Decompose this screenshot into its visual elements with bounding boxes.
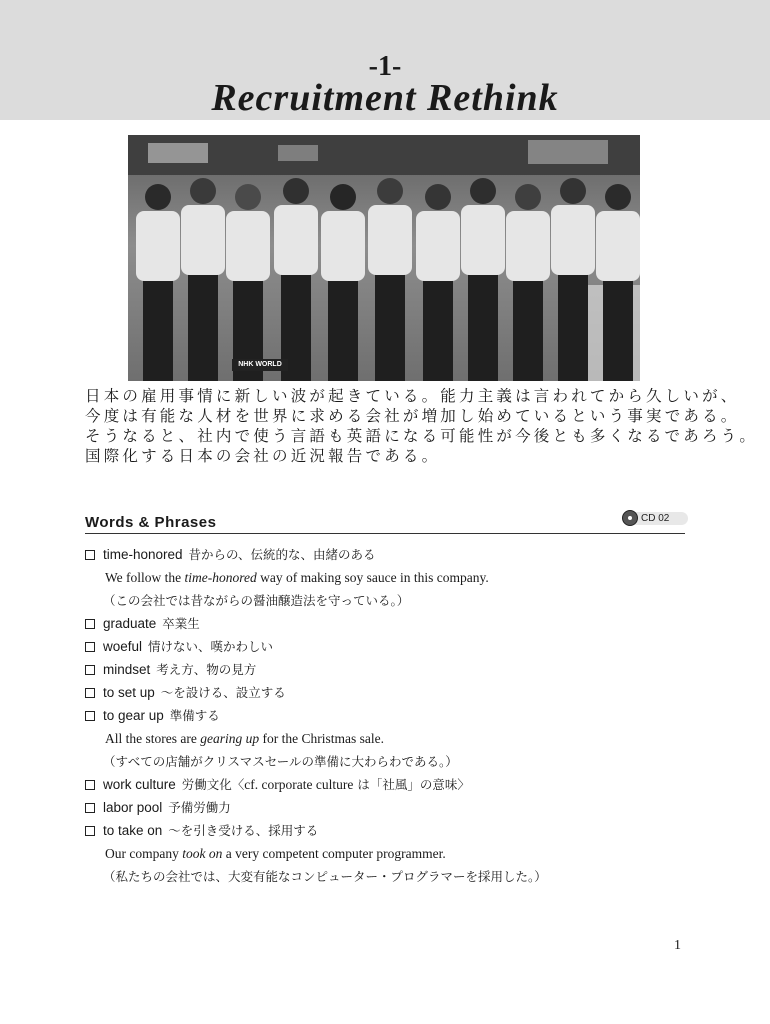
checkbox[interactable]: [85, 550, 95, 560]
vocab-entry: [85, 773, 695, 796]
example-text: All the stores are: [105, 731, 201, 746]
vocab-entry: [85, 635, 695, 658]
vocab-gloss: 準備する: [169, 708, 220, 723]
intro-line: 国際化する日本の会社の近況報告である。: [85, 447, 441, 465]
cd-track-badge[interactable]: [622, 509, 688, 527]
vocab-term: labor pool: [103, 800, 163, 815]
vocab-entry: [85, 543, 695, 566]
vocab-term: to set up: [103, 685, 155, 700]
vocab-gloss: 情けない、嘆かわしい: [148, 639, 274, 654]
checkbox[interactable]: [85, 711, 95, 721]
vocabulary-list: [85, 543, 695, 888]
example-text: Our company: [105, 846, 183, 861]
vocab-entry: [85, 704, 695, 727]
vocab-term: work culture: [103, 777, 176, 792]
intro-paragraph: [85, 386, 759, 466]
vocab-term: mindset: [103, 662, 151, 677]
nhk-world-logo: NHK WORLD: [238, 361, 282, 368]
checkbox[interactable]: [85, 688, 95, 698]
checkbox[interactable]: [85, 803, 95, 813]
vocab-term: to gear up: [103, 708, 164, 723]
vocab-term: graduate: [103, 616, 157, 631]
checkbox[interactable]: [85, 665, 95, 675]
chapter-photo: [128, 135, 640, 381]
vocab-entry: [85, 796, 695, 819]
checkbox[interactable]: [85, 619, 95, 629]
vocab-term: woeful: [103, 639, 143, 654]
vocab-gloss: 予備労働力: [168, 800, 231, 815]
checkbox[interactable]: [85, 642, 95, 652]
vocab-gloss: 労働文化〈: [181, 777, 245, 792]
vocab-gloss: 考え方、物の見方: [156, 662, 257, 677]
vocab-term: time-honored: [103, 547, 183, 562]
vocab-gloss: は「社風」の意味〉: [353, 777, 470, 792]
example-text: way of making soy sauce in this company.: [256, 570, 489, 585]
example-translation: （私たちの会社では、大変有能なコンピューター・プログラマーを採用した。）: [103, 869, 547, 884]
page-number: 1: [674, 938, 681, 953]
example-translation: （すべての店舗がクリスマスセールの準備に大わらわである。）: [103, 754, 458, 769]
example-text: a very competent computer programmer.: [222, 846, 446, 861]
cd-track-label: CD 02: [632, 512, 688, 525]
vocab-entry: [85, 612, 695, 635]
intro-line: 日本の雇用事情に新しい波が起きている。能力主義は言われてから久しいが、: [85, 387, 740, 405]
checkbox[interactable]: [85, 780, 95, 790]
vocab-entry: [85, 819, 695, 842]
vocab-gloss-english: cf. corporate culture: [244, 777, 354, 792]
chapter-number: -1-: [368, 51, 402, 82]
vocab-gloss: ～を引き受ける、採用する: [168, 823, 319, 838]
vocab-entry: [85, 681, 695, 704]
example-sentence: [85, 566, 695, 589]
vocab-term: to take on: [103, 823, 163, 838]
words-phrases-heading: Words & Phrases: [85, 514, 217, 531]
intro-line: 今度は有能な人材を世界に求める会社が増加し始めているという事実である。: [85, 407, 740, 425]
vocab-entry: [85, 658, 695, 681]
example-emphasis: time-honored: [184, 570, 257, 585]
checkbox[interactable]: [85, 826, 95, 836]
vocab-gloss: ～を設ける、設立する: [160, 685, 286, 700]
example-sentence: [85, 842, 695, 865]
vocab-gloss: 卒業生: [162, 616, 200, 631]
example-emphasis: gearing up: [200, 731, 260, 746]
heading-rule: [85, 533, 685, 534]
example-translation: （この会社では昔ながらの醤油醸造法を守っている。）: [103, 593, 410, 608]
cd-disc-icon: [622, 510, 638, 526]
example-emphasis: took on: [182, 846, 223, 861]
example-text: We follow the: [105, 570, 185, 585]
vocab-gloss: 昔からの、伝統的な、由緒のある: [188, 547, 376, 562]
chapter-title: Recruitment Rethink: [211, 77, 559, 119]
group-photo-illustration: [128, 135, 640, 381]
example-text: for the Christmas sale.: [259, 731, 384, 746]
intro-line: そうなると、社内で使う言語も英語になる可能性が今後とも多くなるであろう。: [85, 427, 759, 445]
example-sentence: [85, 727, 695, 750]
